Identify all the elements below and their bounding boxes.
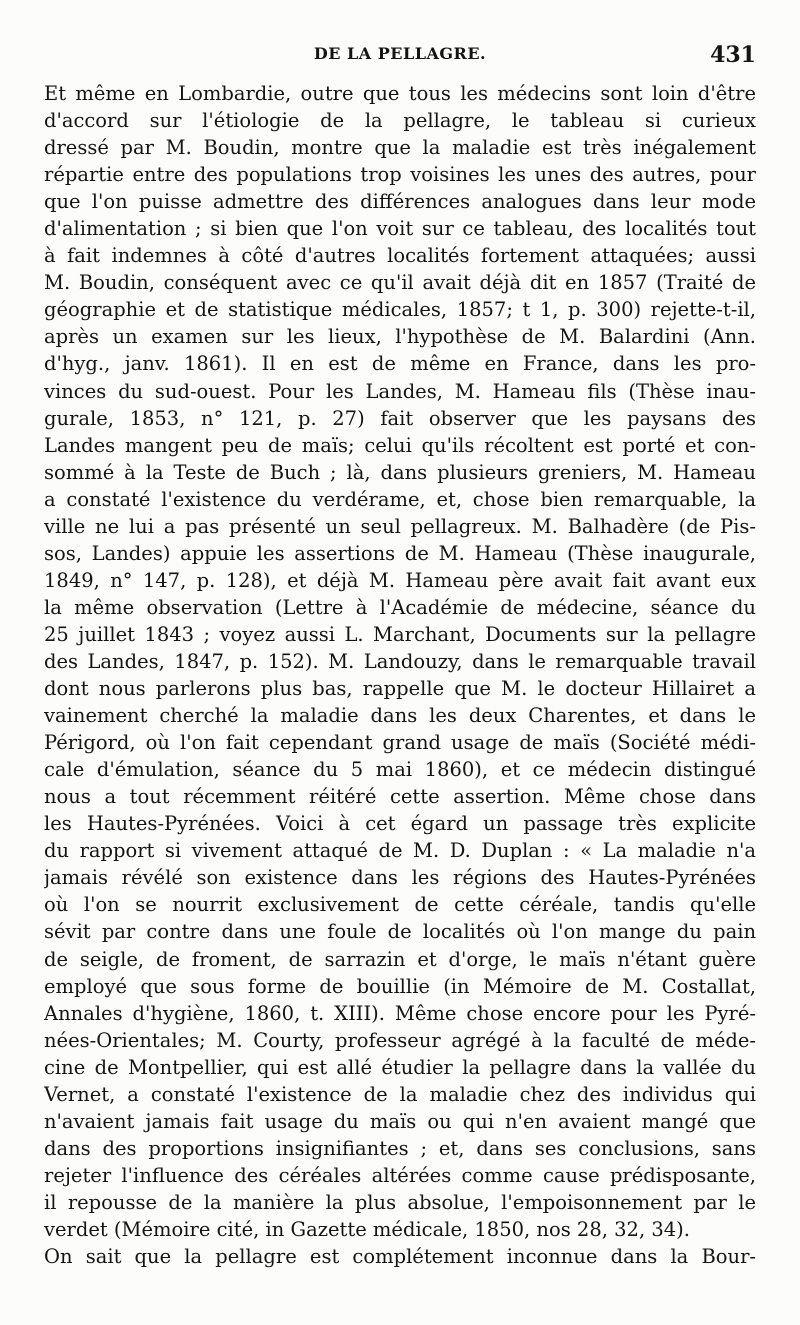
text-line: où l'on se nourrit exclusivement de cette céréale, tandis qu'elle [44, 893, 756, 917]
text-line: Landes mangent peu de maïs; celui qu'ils récoltent est porté et con- [44, 433, 756, 457]
text-line: n'avaient jamais fait usage du maïs ou qui n'en avaient mangé que [44, 1109, 756, 1133]
text-line: sévit par contre dans une foule de localités où l'on mange du pain [44, 920, 756, 944]
text-line: Et même en Lombardie, outre que tous les médecins sont loin d'être [44, 82, 756, 105]
text-line: géographie et de statistique médicales, 1857; t 1, p. 300) rejette-t-il, [44, 298, 756, 322]
text-line: d'hyg., janv. 1861). Il en est de même en France, dans les pro- [44, 352, 756, 376]
text-line: de seigle, de froment, de sarrazin et d'orge, le maïs n'étant guère [44, 947, 756, 971]
text-line: employé que sous forme de bouillie (in Mémoire de M. Costallat, [44, 974, 756, 998]
text-line: à fait indemnes à côté d'autres localités fortement attaquées; aussi [44, 244, 756, 268]
text-line: sommé à la Teste de Buch ; là, dans plusieurs greniers, M. Hameau [44, 460, 756, 484]
text-line: On sait que la pellagre est complétement inconnue dans la Bour- [44, 1245, 756, 1269]
text-line: Vernet, a constaté l'existence de la maladie chez des individus qui [44, 1082, 756, 1106]
text-line: du rapport si vivement attaqué de M. D. Duplan : « La maladie n'a [44, 839, 756, 863]
text-line: la même observation (Lettre à l'Académie de médecine, séance du [44, 595, 756, 619]
text-line: il repousse de la manière la plus absolue, l'empoisonnement par le [44, 1190, 756, 1214]
text-line: répartie entre des populations trop voisines les unes des autres, pour [44, 163, 756, 187]
text-line: Périgord, où l'on fait cependant grand usage de maïs (Société médi- [44, 731, 756, 755]
page-number: 431 [710, 42, 756, 68]
text-line: dressé par M. Boudin, montre que la maladie est très inégalement [44, 136, 756, 160]
text-line: rejeter l'influence des céréales altérées comme cause prédisposante, [44, 1163, 756, 1187]
text-line: a constaté l'existence du verdérame, et, chose bien remarquable, la [44, 487, 756, 511]
text-line: ville ne lui a pas présenté un seul pellagreux. M. Balhadère (de Pis- [44, 514, 756, 538]
text-line: sos, Landes) appuie les assertions de M. Hameau (Thèse inaugurale, [44, 541, 756, 565]
text-line: des Landes, 1847, p. 152). M. Landouzy, dans le remarquable travail [44, 649, 756, 673]
text-line: 1849, n° 147, p. 128), et déjà M. Hameau père avait fait avant eux [44, 568, 756, 592]
running-header [44, 40, 756, 80]
text-line: 25 juillet 1843 ; voyez aussi L. Marchant, Documents sur la pellagre [44, 622, 756, 646]
text-line: cale d'émulation, séance du 5 mai 1860), et ce médecin distingué [44, 758, 756, 782]
text-line: les Hautes-Pyrénées. Voici à cet égard un passage très explicite [44, 812, 756, 836]
running-title: DE LA PELLAGRE. [313, 44, 487, 63]
text-line: d'alimentation ; si bien que l'on voit sur ce tableau, des localités tout [44, 217, 756, 241]
text-line: jamais révélé son existence dans les régions des Hautes-Pyrénées [44, 866, 756, 890]
text-line: gurale, 1853, n° 121, p. 27) fait observer que les paysans des [44, 406, 756, 430]
body-text [44, 80, 756, 1270]
text-line: dont nous parlerons plus bas, rappelle que M. le docteur Hillairet a [44, 677, 756, 701]
text-line: vainement cherché la maladie dans les deux Charentes, et dans le [44, 704, 756, 728]
text-line: que l'on puisse admettre des différences analogues dans leur mode [44, 190, 756, 214]
text-line: cine de Montpellier, qui est allé étudier la pellagre dans la vallée du [44, 1055, 756, 1079]
text-line: Annales d'hygiène, 1860, t. XIII). Même chose encore pour les Pyré- [44, 1001, 756, 1025]
text-line: vinces du sud-ouest. Pour les Landes, M. Hameau fils (Thèse inau- [44, 379, 756, 403]
text-line: M. Boudin, conséquent avec ce qu'il avait déjà dit en 1857 (Traité de [44, 271, 756, 295]
text-line: verdet (Mémoire cité, in Gazette médicale, 1850, nos 28, 32, 34). [44, 1217, 690, 1241]
text-line: nées-Orientales; M. Courty, professeur agrégé à la faculté de méde- [44, 1028, 756, 1052]
text-line: nous a tout récemment réitéré cette assertion. Même chose dans [44, 785, 756, 809]
text-line: d'accord sur l'étiologie de la pellagre, le tableau si curieux [44, 109, 756, 133]
text-line: après un examen sur les lieux, l'hypothèse de M. Balardini (Ann. [44, 325, 756, 349]
text-line: dans des proportions insignifiantes ; et, dans ses conclusions, sans [44, 1136, 756, 1160]
